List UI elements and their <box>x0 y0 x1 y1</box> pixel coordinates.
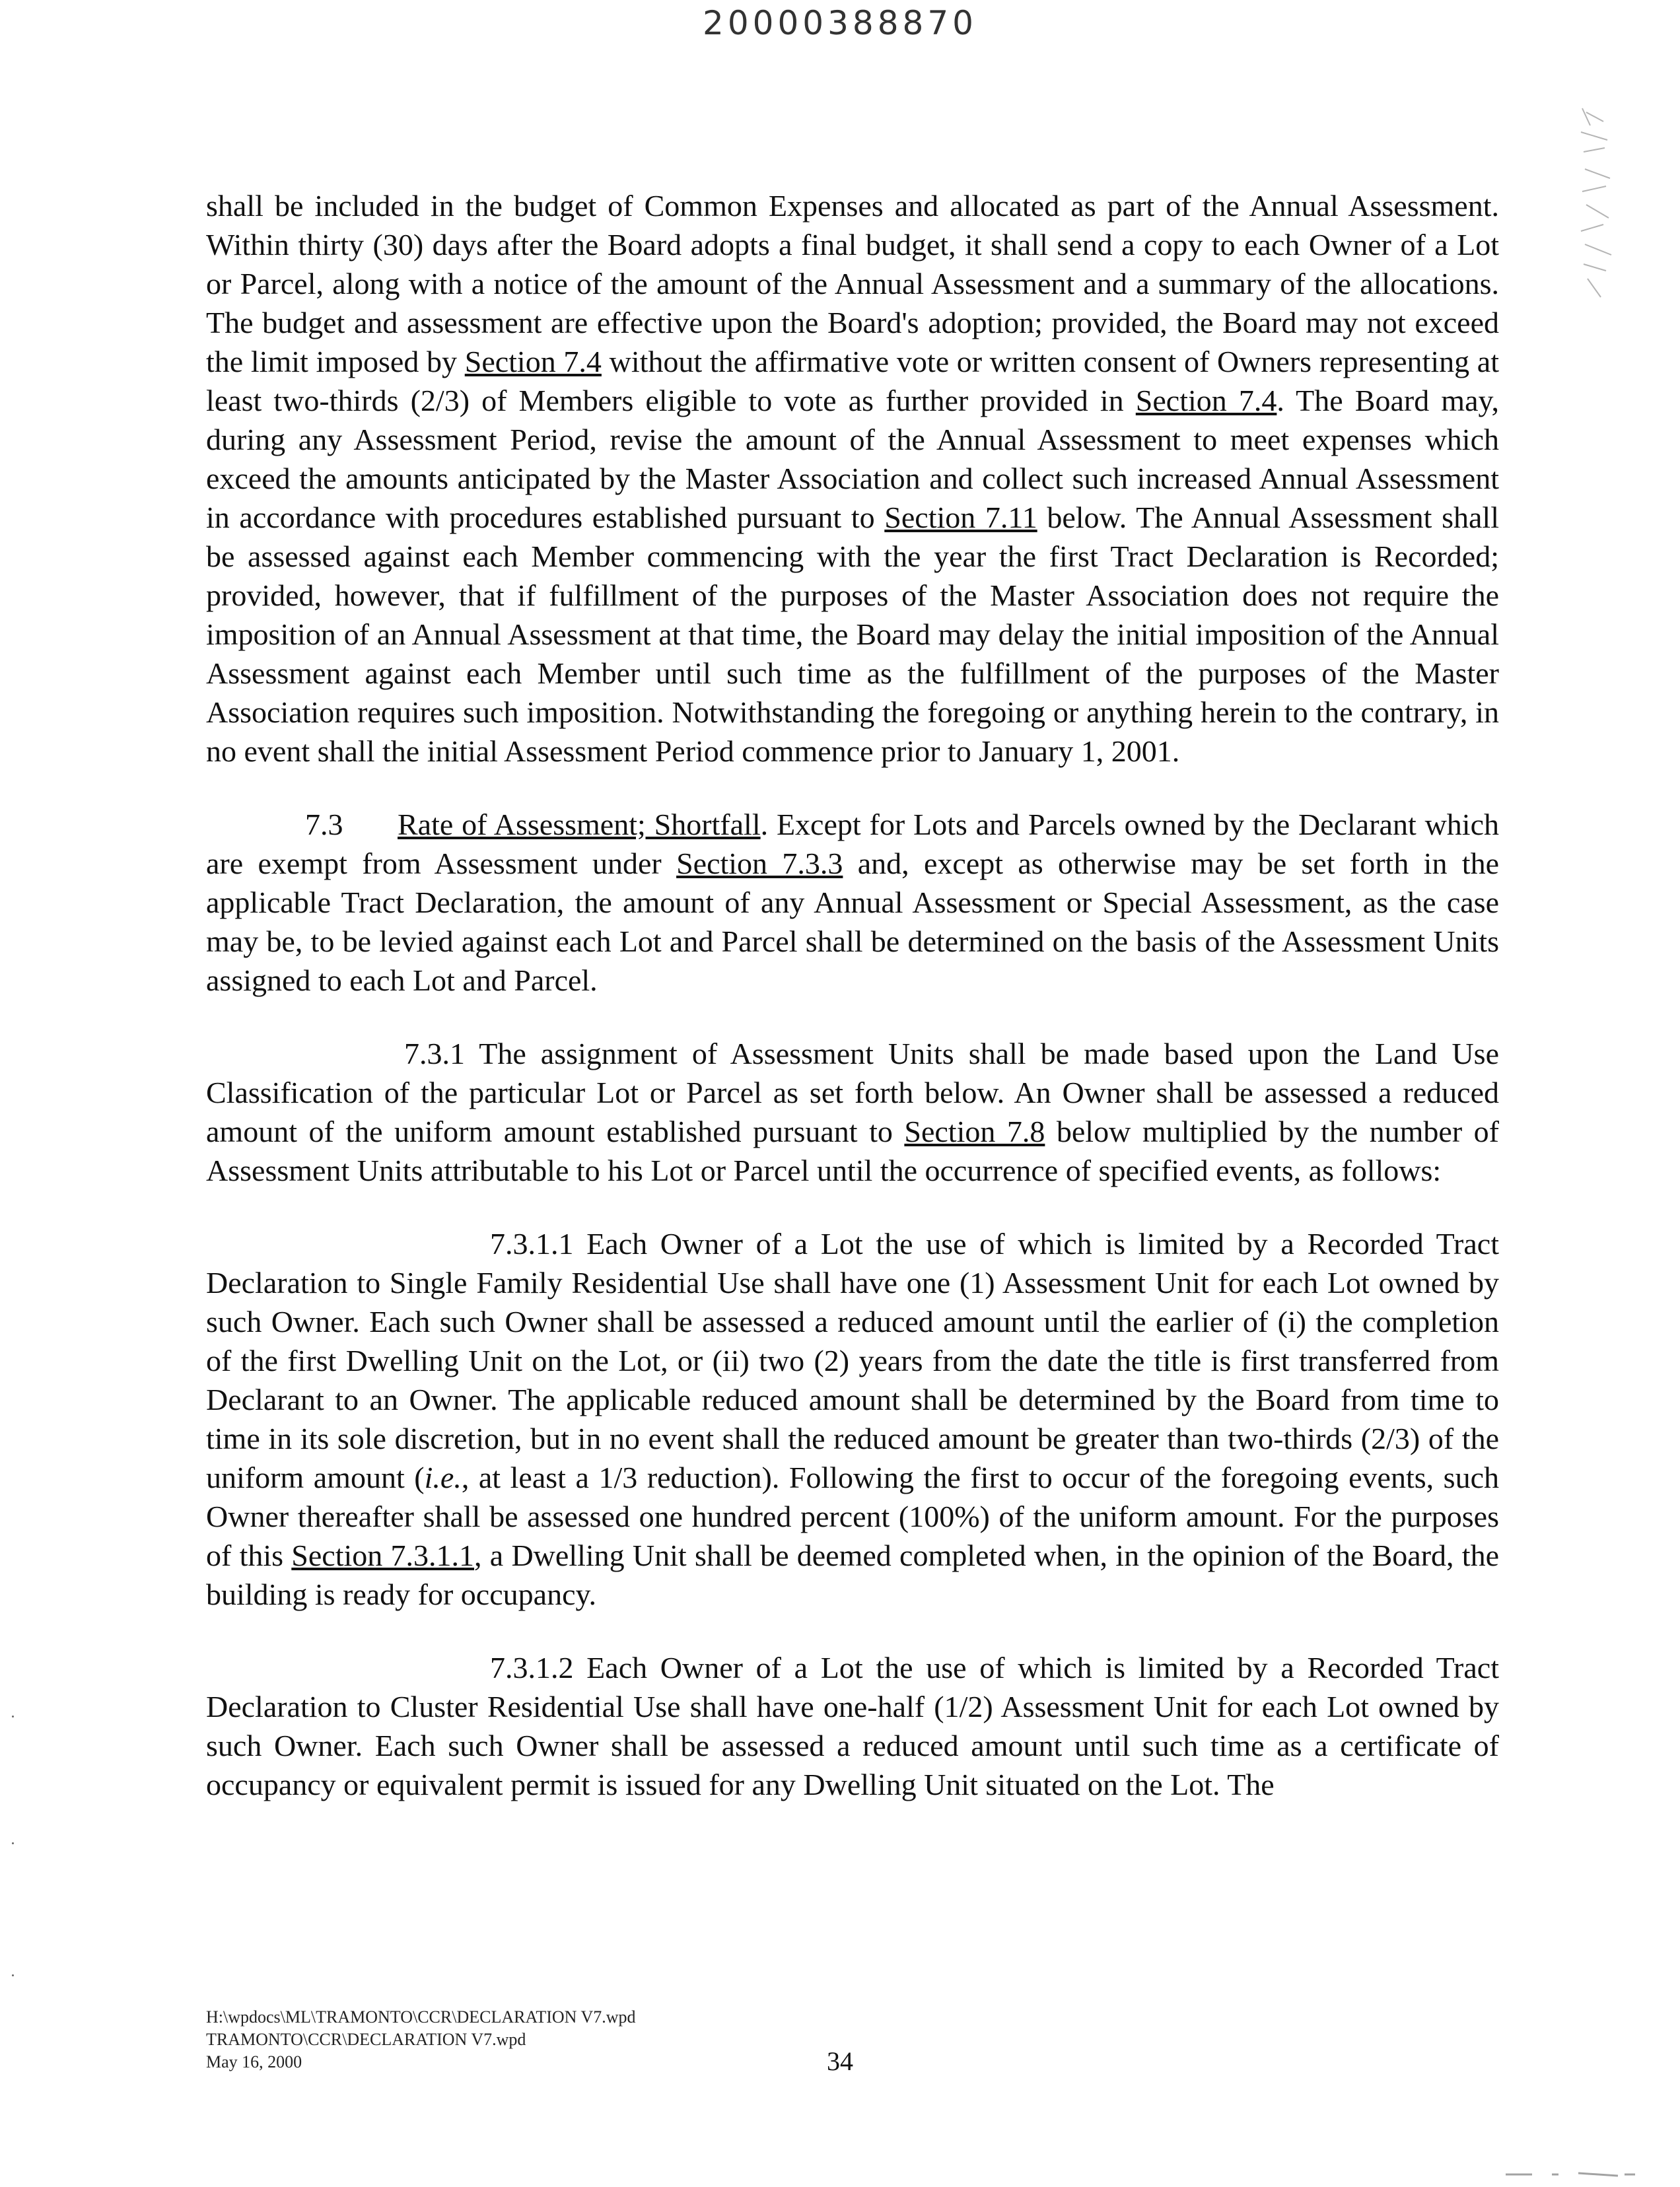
document-body <box>206 186 1499 1838</box>
section-number: 7.3.1 <box>404 1037 465 1070</box>
section-number: 7.3.1.1 <box>490 1227 574 1261</box>
footer-path-line-1: H:\wpdocs\ML\TRAMONTO\CCR\DECLARATION V7.wpd <box>206 2007 636 2027</box>
paragraph-text: Each Owner of a Lot the use of which is limited by a Recorded Tract Declaration to Cluster Residential Use shall have one-half (1/2) Assessment Unit for each Lot owned by such Owner. Each such Owner shall be assessed a reduced amount until such time as a certificate of occupancy or equivalent permit is issued for any Dwelling Unit situated on the Lot. The <box>206 1651 1499 1801</box>
section-reference: Section 7.4 <box>464 345 602 378</box>
section-reference: Section 7.11 <box>884 501 1037 534</box>
page-number: 34 <box>827 2046 853 2076</box>
section-7-3-1 <box>206 1034 1499 1190</box>
paragraph-text: without the affirmative vote or written consent of Owners representing at least two-thirds (2/3) of Members eligible to vote as further provided in <box>206 345 1499 417</box>
paragraph-text: Each Owner of a Lot the use of which is limited by a Recorded Tract Declaration to Single Family Residential Use shall have one (1) Assessment Unit for each Lot owned by such Owner. Each such Owner shall be assessed a reduced amount until the earlier of (i) the completion of the first Dwelling Unit on the Lot, or (ii) two (2) years from the date the title is first transferred from Declarant to an Owner. The applicable reduced amount shall be determined by the Board from time to time in its sole discretion, but in no event shall the reduced amount be greater than two-thirds (2/3) of the uniform amount ( <box>206 1227 1499 1494</box>
section-number: 7.3.1.2 <box>490 1651 574 1684</box>
paragraph-text: . Except for Lots and Parcels owned by the Declarant which are exempt from Assessment under <box>206 808 1499 880</box>
footer-path-line-2: TRAMONTO\CCR\DECLARATION V7.wpd <box>206 2030 526 2049</box>
paragraph-budget-continuation <box>206 186 1499 771</box>
scan-speck <box>12 1716 14 1718</box>
paragraph-text: below. The Annual Assessment shall be assessed against each Member commencing with the year the first Tract Declaration is Recorded; provided, however, that if fulfillment of the purposes of the Master Association does not require the imposition of an Annual Assessment at that time, the Board may delay the initial imposition of the Annual Assessment against each Member until such time as the fulfillment of the purposes of the Master Association requires such imposition. Notwithstanding the foregoing or anything herein to the contrary, in no event shall the initial Assessment Period commence prior to January 1, 2001. <box>206 501 1499 768</box>
scan-speck <box>12 1842 14 1844</box>
section-7-3 <box>206 805 1499 1000</box>
document-recording-number: 20000388870 <box>703 4 977 42</box>
paragraph-text: . The Board may, during any Assessment Period, revise the amount of the Annual Assessment to meet expenses which exceed the amounts anticipated by the Master Association and collect such increased Annual Assessment in accordance with procedures established pursuant to <box>206 384 1500 534</box>
paragraph-text: below multiplied by the number of Assessment Units attributable to his Lot or Parcel until the occurrence of specified events, as follows: <box>206 1115 1500 1187</box>
paragraph-text: , a Dwelling Unit shall be deemed completed when, in the opinion of the Board, the building is ready for occupancy. <box>206 1539 1499 1611</box>
paragraph-text: , at least a 1/3 reduction). Following the first to occur of the foregoing events, such Owner thereafter shall be assessed one hundred percent (100%) of the uniform amount. For the purposes of this <box>206 1461 1500 1572</box>
section-7-3-1-1 <box>206 1224 1499 1614</box>
scan-speck <box>12 1974 14 1976</box>
footer-date: May 16, 2000 <box>206 2052 302 2071</box>
section-7-3-1-2 <box>206 1648 1499 1804</box>
margin-stamp-mark <box>1577 106 1618 304</box>
section-reference: Section 7.3.1.1 <box>291 1539 475 1572</box>
paragraph-text: shall be included in the budget of Common Expenses and allocated as part of the Annual Assessment. Within thirty (30) days after the Board adopts a final budget, it shall send a copy to each Owner of a Lot or Parcel, along with a notice of the amount of the Annual Assessment and a summary of the allocations. The budget and assessment are effective upon the Board's adoption; provided, the Board may not exceed the limit imposed by <box>206 189 1499 378</box>
section-number: 7.3 <box>305 808 343 841</box>
section-title: Rate of Assessment; Shortfall <box>398 808 761 841</box>
section-reference: Section 7.4 <box>1135 384 1277 417</box>
italic-abbreviation: i.e. <box>424 1461 462 1494</box>
section-reference: Section 7.3.3 <box>676 847 843 880</box>
paragraph-text: The assignment of Assessment Units shall be made based upon the Land Use Classification of the particular Lot or Parcel as set forth below. An Owner shall be assessed a reduced amount of the uniform amount established pursuant to <box>206 1037 1499 1148</box>
section-reference: Section 7.8 <box>904 1115 1045 1148</box>
scan-artifact-mark <box>1506 2170 1638 2179</box>
paragraph-text: and, except as otherwise may be set forth in the applicable Tract Declaration, the amount of any Annual Assessment or Special Assessment, as the case may be, to be levied against each Lot and Parcel shall be determined on the basis of the Assessment Units assigned to each Lot and Parcel. <box>206 847 1499 997</box>
